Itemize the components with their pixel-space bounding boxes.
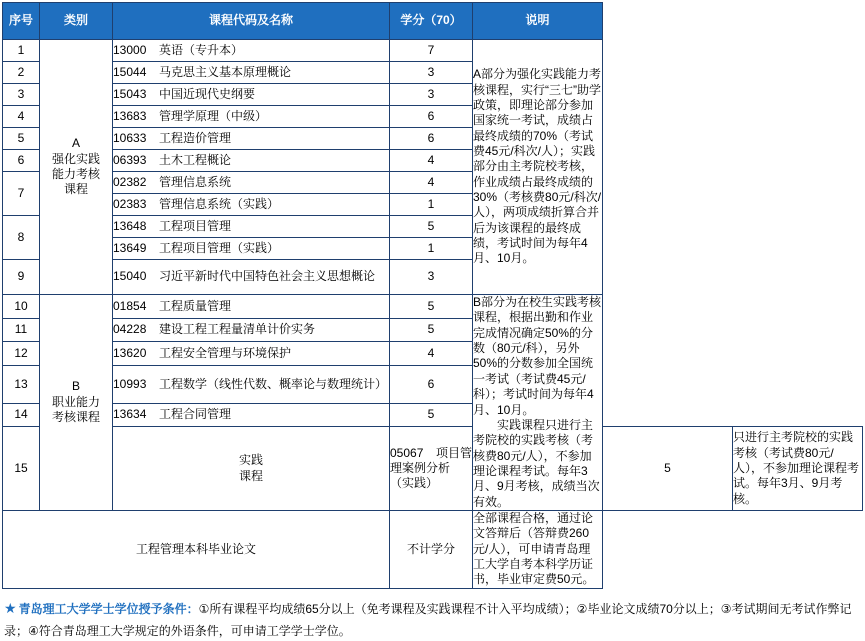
course-code: 10633 — [113, 130, 147, 145]
cell-desc-a — [473, 40, 603, 295]
cell-credit: 1 — [390, 238, 473, 260]
course-code: 15040 — [113, 269, 147, 284]
cell-credit: 3 — [390, 84, 473, 106]
cell-category-c — [113, 427, 390, 511]
cell-credit: 5 — [390, 318, 473, 342]
table-row — [3, 106, 863, 128]
cell-course — [113, 365, 390, 403]
cell-credit: 4 — [390, 342, 473, 366]
course-name: 建设工程工程量清单计价实务 — [159, 322, 316, 337]
cell-course — [113, 295, 390, 319]
course-code: 06393 — [113, 152, 147, 167]
cell-course — [113, 194, 390, 216]
cell-seq: 7 — [3, 172, 40, 216]
cell-category-b — [40, 295, 113, 511]
cell-course — [113, 318, 390, 342]
category-b-line-3: 考核课程 — [51, 410, 100, 425]
thesis-desc-text: 全部课程合格，通过论文答辩后（答辩费260元/人），可申请青岛理工大学自考本科学历证书，毕业审定费50元。 — [473, 511, 595, 587]
category-c-line-2: 课程 — [238, 468, 263, 483]
category-a-line-4: 课程 — [63, 182, 88, 197]
table-row — [3, 128, 863, 150]
cell-credit: 5 — [390, 403, 473, 427]
course-name: 英语（专升本） — [159, 42, 244, 57]
course-code: 10993 — [113, 376, 147, 391]
course-name: 工程安全管理与环境保护 — [159, 345, 292, 360]
table-row — [3, 216, 863, 238]
table-row — [3, 84, 863, 106]
course-code: 13648 — [113, 218, 147, 233]
cell-credit: 5 — [390, 295, 473, 319]
table-row — [3, 172, 863, 194]
course-name: 习近平新时代中国特色社会主义思想概论 — [159, 269, 376, 284]
cell-seq: 13 — [3, 365, 40, 403]
cell-credit: 3 — [390, 260, 473, 295]
course-code: 04228 — [113, 322, 147, 337]
cell-seq: 15 — [3, 427, 40, 511]
cell-credit: 5 — [603, 427, 733, 511]
cell-credit: 6 — [390, 128, 473, 150]
header-seq: 序号 — [3, 3, 40, 40]
course-code: 05067 — [390, 445, 424, 460]
table-row — [3, 40, 863, 62]
cell-course — [113, 40, 390, 62]
cell-credit: 3 — [390, 62, 473, 84]
table-row — [3, 427, 863, 511]
cell-course — [113, 128, 390, 150]
course-name: 土木工程概论 — [159, 152, 232, 167]
course-name: 工程数学（线性代数、概率论与数理统计） — [159, 376, 388, 391]
course-code: 13634 — [113, 407, 147, 422]
table-row — [3, 238, 863, 260]
category-c-line-1: 实践 — [238, 453, 263, 468]
desc-b-text-1: B部分为在校生实践考核课程，根据出勤和作业完成情况确定50%的分数（80元/科），另外50%的分数参加全国统一考试（考试费45元/科）；考试时间为每年4月、10月。 — [473, 295, 602, 417]
cell-seq: 2 — [3, 62, 40, 84]
cell-course — [113, 84, 390, 106]
category-b-line-1: B — [71, 379, 80, 394]
curriculum-table — [2, 2, 863, 589]
cell-seq: 14 — [3, 403, 40, 427]
table-row — [3, 150, 863, 172]
cell-course — [113, 172, 390, 194]
cell-credit: 6 — [390, 106, 473, 128]
table-row — [3, 194, 863, 216]
cell-course — [113, 150, 390, 172]
table-header — [3, 3, 863, 40]
course-name: 工程合同管理 — [159, 407, 232, 422]
desc-a-text: A部分为强化实践能力考核课程，实行“三七”助学政策，即理论部分参加国家统一考试，成绩占最终成绩的70%（考试费45元/科次/人）；实践部分由主考院校考核，作业成绩占最终成绩的30%（考核费80元/科次/人），两项成绩折算合并后为该课程的最终成绩，考试时间为每年4月、10月。 — [473, 67, 602, 266]
table-row — [3, 260, 863, 295]
cell-seq: 9 — [3, 260, 40, 295]
table-row — [3, 295, 863, 319]
cell-desc-c — [733, 427, 863, 511]
footnote-lead: 青岛理工大学学士学位授予条件： — [18, 601, 199, 616]
cell-seq: 8 — [3, 216, 40, 260]
cell-credit: 1 — [390, 194, 473, 216]
cell-seq: 4 — [3, 106, 40, 128]
course-code: 13683 — [113, 108, 147, 123]
desc-c-text: 只进行主考院校的实践考核（考试费80元/人），不参加理论课程考试。每年3月、9月考核。 — [733, 430, 860, 506]
table-row — [3, 318, 863, 342]
category-a-line-1: A — [71, 136, 80, 151]
course-code: 13649 — [113, 240, 147, 255]
cell-seq: 1 — [3, 40, 40, 62]
cell-course — [113, 342, 390, 366]
course-code: 02382 — [113, 174, 147, 189]
course-code: 13000 — [113, 42, 147, 57]
cell-course — [113, 62, 390, 84]
course-name: 工程项目管理 — [159, 218, 232, 233]
cell-course — [390, 427, 473, 511]
table-row — [3, 365, 863, 403]
cell-credit: 4 — [390, 150, 473, 172]
cell-desc-b — [473, 295, 603, 511]
cell-course — [113, 216, 390, 238]
category-a-line-2: 强化实践 — [51, 151, 100, 166]
cell-seq: 6 — [3, 150, 40, 172]
course-name: 工程项目管理（实践） — [159, 240, 280, 255]
footnote-body: ①所有课程平均成绩65分以上（免考课程及实践课程不计入平均成绩）；②毕业论文成绩70分以上；③考试期间无考试作弊记录；④符合青岛理工大学规定的外语条件，可申请工学学士学位。 — [4, 601, 852, 638]
thesis-title: 工程管理本科毕业论文 — [3, 511, 390, 589]
table-body — [3, 40, 863, 589]
category-a-line-3: 能力考核 — [51, 167, 100, 181]
cell-course — [113, 106, 390, 128]
table-row — [3, 62, 863, 84]
cell-seq: 5 — [3, 128, 40, 150]
cell-seq: 10 — [3, 295, 40, 319]
course-code: 15043 — [113, 86, 147, 101]
category-b-line-2: 职业能力 — [51, 394, 100, 409]
star-icon: ★ — [4, 599, 17, 616]
course-code: 13620 — [113, 345, 147, 360]
thesis-credit: 不计学分 — [390, 511, 473, 589]
course-name: 管理信息系统 — [159, 174, 232, 189]
cell-course — [113, 238, 390, 260]
footnote — [2, 595, 863, 641]
header-desc: 说明 — [473, 3, 603, 40]
cell-credit: 4 — [390, 172, 473, 194]
course-name: 项目管理案例分析（实践） — [390, 445, 473, 491]
desc-b-text-2: 实践课程只进行主考院校的实践考核（考核费80元/人），不参加理论课程考试。每年3月、9月考核，成绩当次有效。 — [473, 417, 600, 509]
course-name: 工程造价管理 — [159, 130, 232, 145]
course-code: 01854 — [113, 298, 147, 313]
course-code: 15044 — [113, 64, 147, 79]
table-row — [3, 342, 863, 366]
cell-credit: 6 — [390, 365, 473, 403]
header-category: 类别 — [40, 3, 113, 40]
cell-seq: 12 — [3, 342, 40, 366]
table-row-thesis — [3, 511, 863, 589]
course-name: 管理学原理（中级） — [159, 108, 268, 123]
course-name: 工程质量管理 — [159, 298, 232, 313]
table-row — [3, 403, 863, 427]
course-name: 管理信息系统（实践） — [159, 196, 280, 211]
cell-course — [113, 260, 390, 295]
course-name: 马克思主义基本原理概论 — [159, 64, 292, 79]
course-name: 中国近现代史纲要 — [159, 86, 256, 101]
header-course: 课程代码及名称 — [113, 3, 390, 40]
cell-credit: 7 — [390, 40, 473, 62]
cell-seq: 11 — [3, 318, 40, 342]
header-row — [3, 3, 863, 40]
thesis-desc — [473, 511, 603, 589]
cell-seq: 3 — [3, 84, 40, 106]
cell-category-a — [40, 40, 113, 295]
cell-course — [113, 403, 390, 427]
course-code: 02383 — [113, 196, 147, 211]
header-credit: 学分（70） — [390, 3, 473, 40]
cell-credit: 5 — [390, 216, 473, 238]
